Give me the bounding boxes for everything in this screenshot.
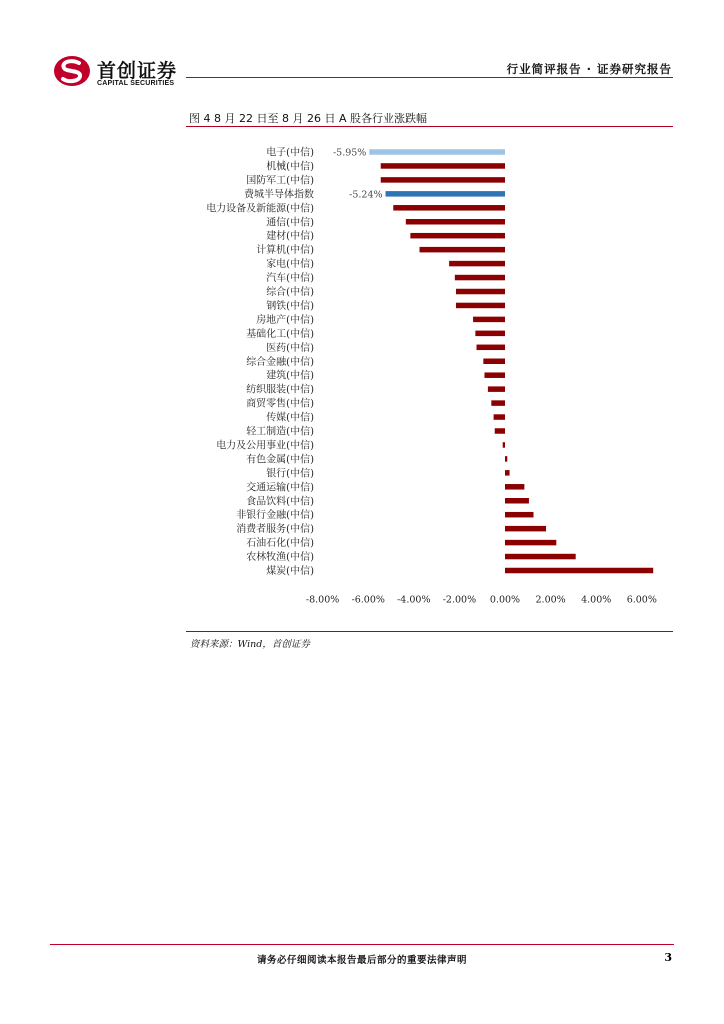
category-label: 商贸零售(中信) [246,398,314,410]
bar [381,163,505,169]
category-label: 国防军工(中信) [246,175,314,187]
bar [484,372,505,378]
bar [503,442,505,448]
x-tick-label: 0.00% [489,594,521,606]
x-tick-label: -2.00% [442,594,477,606]
bar [456,289,505,295]
category-label: 轻工制造(中信) [246,426,314,438]
category-label: 计算机(中信) [256,245,314,257]
category-label: 石油石化(中信) [246,538,314,550]
category-label: 基础化工(中信) [246,328,314,340]
bar [456,303,505,309]
category-label: 通信(中信) [266,217,314,229]
bar [505,512,534,518]
logo-english-name: CAPITAL SECURITIES [97,80,175,87]
bar [386,191,505,197]
category-label: 费城半导体指数 [244,189,314,201]
source-divider [186,631,673,632]
bar [505,554,576,560]
data-label: -5.24% [349,189,383,201]
bar [483,359,505,365]
category-label: 银行(中信) [266,468,314,480]
industry-returns-bar-chart [186,140,673,610]
bar [495,428,505,434]
bar [393,205,505,211]
bar [473,317,505,323]
bar [369,149,505,155]
data-label: -5.95% [332,147,367,159]
x-tick-label: 6.00% [626,594,657,606]
footer-disclaimer: 请务必仔细阅读本报告最后部分的重要法律声明 [256,955,467,966]
bar [505,498,529,504]
category-label: 纺织服装(中信) [246,384,314,396]
bar [488,386,505,392]
category-label: 综合金融(中信) [246,356,314,368]
category-label: 交通运输(中信) [246,482,314,494]
category-label: 煤炭(中信) [266,566,314,577]
category-label: 电力及公用事业(中信) [216,440,314,452]
bar [455,275,505,281]
category-label: 家电(中信) [266,259,314,271]
x-tick-label: 2.00% [535,594,566,606]
category-label: 电力设备及新能源(中信) [206,203,314,215]
x-tick-label: 4.00% [581,594,612,606]
capital-securities-logo-icon [52,54,92,88]
bar [505,484,524,490]
bar [491,400,505,406]
category-label: 非银行金融(中信) [236,510,314,522]
x-tick-label: -4.00% [397,594,431,606]
bar [381,177,505,183]
category-label: 机械(中信) [266,161,314,173]
category-label: 消费者服务(中信) [236,524,314,536]
category-label: 建筑(中信) [266,370,314,382]
category-label: 房地产(中信) [256,314,314,326]
category-label: 建材(中信) [266,231,314,243]
category-label: 电子(中信) [266,147,314,159]
bar [494,414,505,420]
bar [505,526,546,532]
x-tick-label: -8.00% [305,594,340,606]
logo-chinese-name: 首创证券 [97,60,178,82]
bar [505,456,507,462]
report-type: 行业简评报告 · 证券研究报告 [506,62,672,76]
category-label: 钢铁(中信) [266,300,314,312]
header-divider [186,77,673,78]
page-number: 3 [664,951,672,964]
bar [410,233,505,239]
bar [449,261,505,267]
bar [505,568,653,574]
footer-divider [50,944,674,945]
bar [406,219,505,225]
category-label: 综合(中信) [266,287,314,298]
bar [475,331,505,337]
company-logo [52,54,202,88]
category-label: 有色金属(中信) [246,454,314,466]
figure-title: 图 4 8 月 22 日至 8 月 26 日 A 股各行业涨跌幅 [189,112,427,125]
bar [505,540,556,546]
category-label: 汽车(中信) [266,273,314,285]
bar [505,470,510,476]
category-label: 农林牧渔(中信) [246,552,314,564]
bar [477,345,506,351]
bar [420,247,506,253]
category-label: 传媒(中信) [266,412,314,424]
category-label: 食品饮料(中信) [246,496,314,508]
x-tick-label: -6.00% [351,594,385,606]
category-label: 医药(中信) [266,342,314,354]
figure-source: 资料来源：Wind，首创证券 [190,639,310,650]
figure-title-divider [186,126,673,127]
